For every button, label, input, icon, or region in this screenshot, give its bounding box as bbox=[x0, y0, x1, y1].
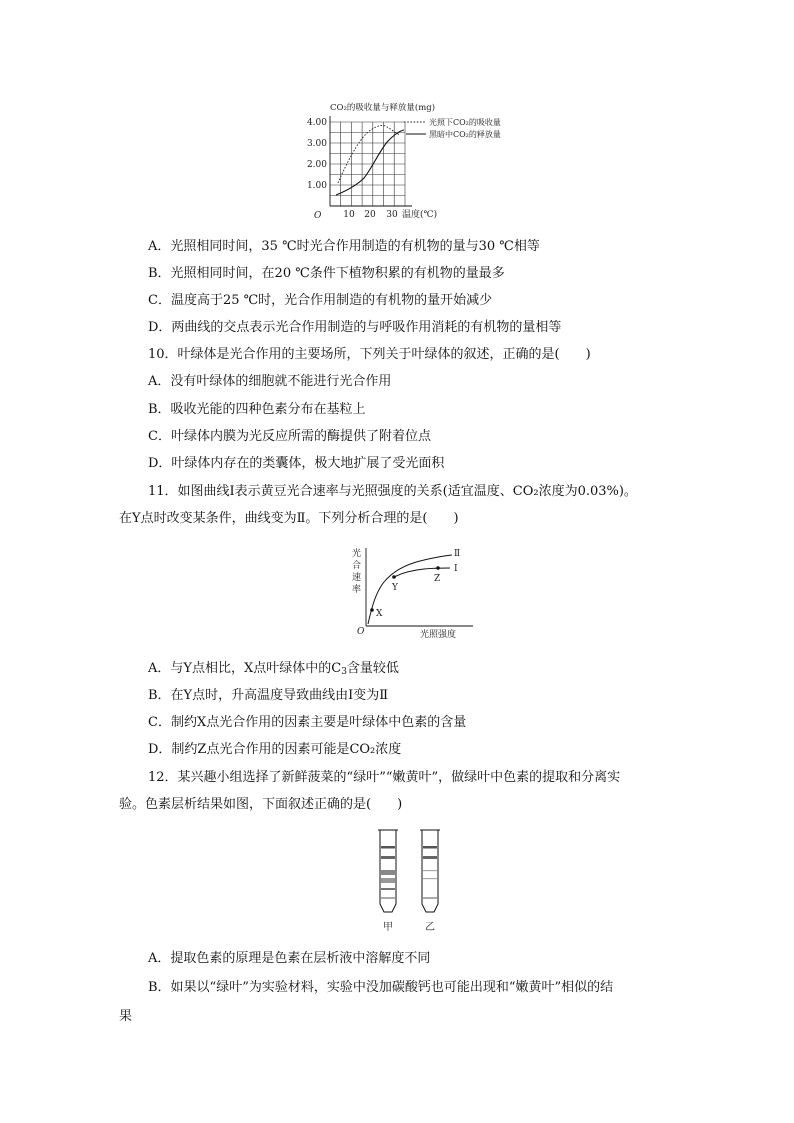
q10-option-a: A．没有叶绿体的细胞就不能进行光合作用 bbox=[148, 374, 392, 389]
tube-jia-label: 甲 bbox=[383, 922, 393, 933]
label-curve-i: Ⅰ bbox=[454, 564, 458, 574]
chart2-ylabel-char: 率 bbox=[352, 585, 362, 595]
chart2-ylabel-char: 光 bbox=[352, 549, 362, 559]
q11-option-a bbox=[148, 660, 399, 678]
q12-stem-line2: 验。色素层析结果如图，下面叙述正确的是( ) bbox=[119, 797, 403, 812]
tube-yi-label: 乙 bbox=[425, 922, 435, 933]
chart1-origin: O bbox=[314, 211, 322, 221]
q9-option-c: C．温度高于25 ℃时，光合作用制造的有机物的量开始减少 bbox=[148, 293, 493, 308]
chart1-xtick: 10 bbox=[343, 210, 355, 220]
point-y bbox=[392, 575, 396, 579]
q11-option-c: C．制约X点光合作用的因素主要是叶绿体中色素的含量 bbox=[148, 715, 467, 730]
legend-solid-label: 黑暗中CO₂的释放量 bbox=[429, 130, 501, 139]
chart2-ylabel-char: 合 bbox=[352, 561, 362, 571]
tube-jia bbox=[378, 830, 398, 912]
label-x: X bbox=[376, 609, 383, 619]
point-z bbox=[436, 566, 440, 570]
chart1-ytick: 3.00 bbox=[306, 139, 327, 149]
q11-stem-line2: 在Y点时改变某条件，曲线变为Ⅱ。下列分析合理的是( ) bbox=[119, 511, 459, 526]
chart2-ylabel-char: 速 bbox=[352, 573, 362, 583]
chart1-grid bbox=[330, 122, 405, 206]
q9-option-a: A．光照相同时间，35 ℃时光合作用制造的有机物的量与30 ℃相等 bbox=[148, 239, 540, 254]
point-x bbox=[370, 608, 374, 612]
q10-option-c: C．叶绿体内膜为光反应所需的酶提供了附着位点 bbox=[148, 429, 431, 444]
chart1-xtick: 20 bbox=[364, 210, 376, 220]
q12-stem-line1: 12．某兴趣小组选择了新鲜菠菜的“绿叶”“嫩黄叶”，做绿叶中色素的提取和分离实 bbox=[148, 770, 621, 785]
q12-option-b-line2: 果 bbox=[119, 1009, 133, 1024]
q9-option-b: B．光照相同时间，在20 ℃条件下植物积累的有机物的量最多 bbox=[148, 266, 505, 281]
q12-option-a: A．提取色素的原理是色素在层析液中溶解度不同 bbox=[148, 951, 431, 966]
q10-stem: 10．叶绿体是光合作用的主要场所，下列关于叶绿体的叙述，正确的是( ) bbox=[148, 347, 591, 362]
chart1-xtick: 30 bbox=[386, 210, 398, 220]
chart1-ytick: 1.00 bbox=[306, 181, 327, 191]
photosynthesis-light-chart bbox=[348, 544, 478, 642]
chromatography-diagram bbox=[372, 828, 452, 936]
chart2-xlabel: 光照强度 bbox=[420, 630, 457, 640]
legend-dotted-label: 光照下CO₂的吸收量 bbox=[429, 118, 501, 127]
q11-option-b: B．在Y点时，升高温度导致曲线由Ⅰ变为Ⅱ bbox=[148, 688, 389, 703]
chart1-ytick: 2.00 bbox=[306, 160, 327, 170]
q11-option-a-text: A．与Y点相比，X点叶绿体中的C bbox=[148, 661, 342, 676]
label-y: Y bbox=[392, 583, 398, 593]
chart1-ylabel: CO₂的吸收量与释放量(mg) bbox=[330, 103, 436, 113]
q11-option-a-tail: 含量较低 bbox=[346, 661, 399, 676]
q10-option-b: B．吸收光能的四种色素分布在基粒上 bbox=[148, 402, 366, 417]
chart1-ytick: 4.00 bbox=[306, 118, 327, 128]
q12-option-b-line1: B．如果以“绿叶”为实验材料，实验中没加碳酸钙也可能出现和“嫩黄叶”相似的结 bbox=[148, 980, 614, 995]
q11-option-d: D．制约Z点光合作用的因素可能是CO₂浓度 bbox=[148, 742, 402, 757]
chart2-origin: O bbox=[357, 627, 365, 637]
tube-yi bbox=[420, 830, 440, 912]
q9-option-d: D．两曲线的交点表示光合作用制造的与呼吸作用消耗的有机物的量相等 bbox=[148, 320, 562, 335]
q10-option-d: D．叶绿体内存在的类囊体，极大地扩展了受光面积 bbox=[148, 456, 445, 471]
label-curve-ii: Ⅱ bbox=[454, 549, 461, 559]
q11-stem-line1: 11．如图曲线Ⅰ表示黄豆光合速率与光照强度的关系(适宜温度、CO₂浓度为0.03%)。 bbox=[148, 484, 637, 499]
chart1-xlabel: 温度(℃) bbox=[402, 210, 438, 220]
label-z: Z bbox=[434, 574, 441, 584]
co2-temperature-chart bbox=[300, 98, 530, 226]
q11-option-a-sub: 3 bbox=[341, 667, 347, 677]
curve-i bbox=[394, 568, 450, 577]
